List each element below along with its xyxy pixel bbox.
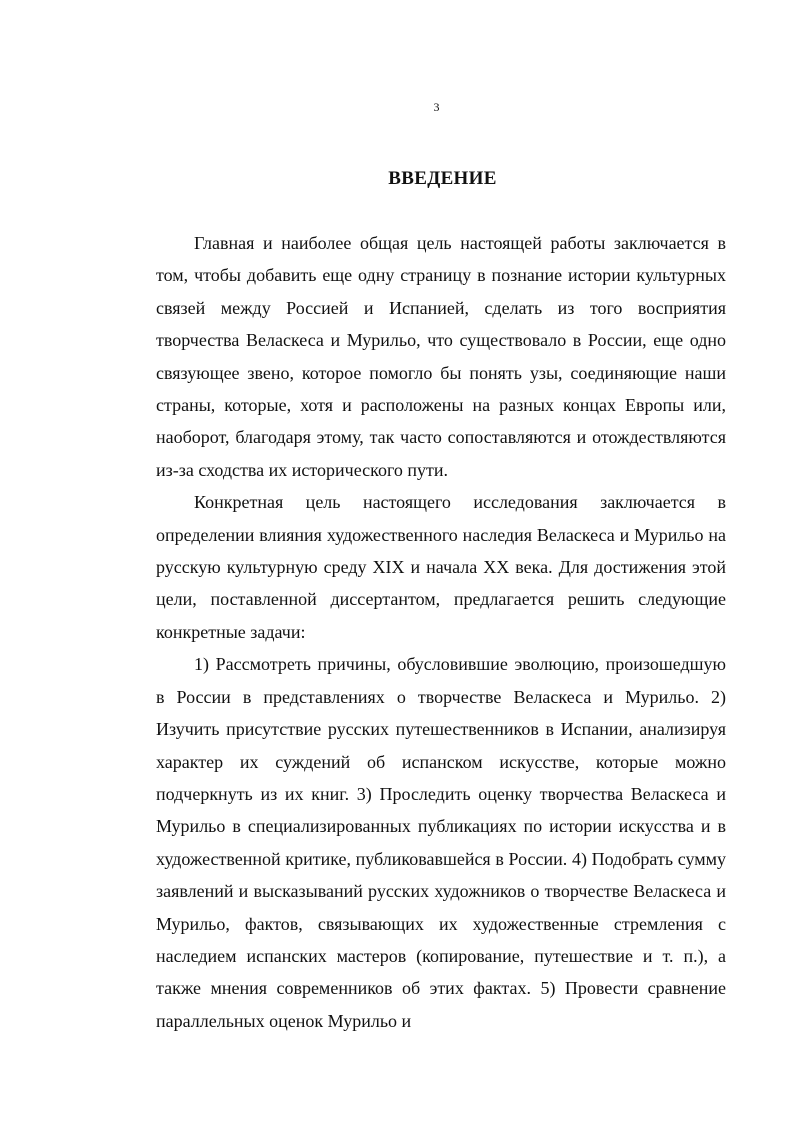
paragraph-goal: Главная и наиболее общая цель настоящей работы заключается в том, чтобы добавить еще одну страницу в познание истории культурных связей между Россией и Испанией, сделать из того восприятия творчества Веласкеса и Мурильо, что существовало в России, еще одно связующее звено, которое помогло бы понять узы, соединяющие наши страны, которые, хотя и расположены на разных концах Европы или, наоборот, благодаря этому, так часто сопоставляются и отождествляются из-за сходства их исторического пути. bbox=[156, 233, 726, 480]
page-number: 3 bbox=[433, 100, 440, 114]
page-title: ВВЕДЕНИЕ bbox=[388, 168, 497, 189]
paragraph-specific-aim: Конкретная цель настоящего исследования заключается в определении влияния художественного наследия Веласкеса и Мурильо на русскую культурную среду XIX и начала XX века. Для достижения этой цели, поставленной диссертантом, предлагается решить следующие конкретные задачи: bbox=[156, 492, 726, 642]
body-text bbox=[156, 227, 726, 1037]
paragraph-tasks: 1) Рассмотреть причины, обусловившие эволюцию, произошедшую в России в представлениях о творчестве Веласкеса и Мурильо. 2) Изучить присутствие русских путешественников в Испании, анализируя характер их суждений об испанском искусстве, которые можно подчеркнуть из их книг. 3) Проследить оценку творчества Веласкеса и Мурильо в специализированных публикациях по истории искусства и в художественной критике, публиковавшейся в России. 4) Подобрать сумму заявлений и высказываний русских художников о творчестве Веласкеса и Мурильо, фактов, связывающих их художественные стремления с наследием испанских мастеров (копирование, путешествие и т. п.), а также мнения современников об этих фактах. 5) Провести сравнение параллельных оценок Мурильо и bbox=[156, 654, 726, 1031]
